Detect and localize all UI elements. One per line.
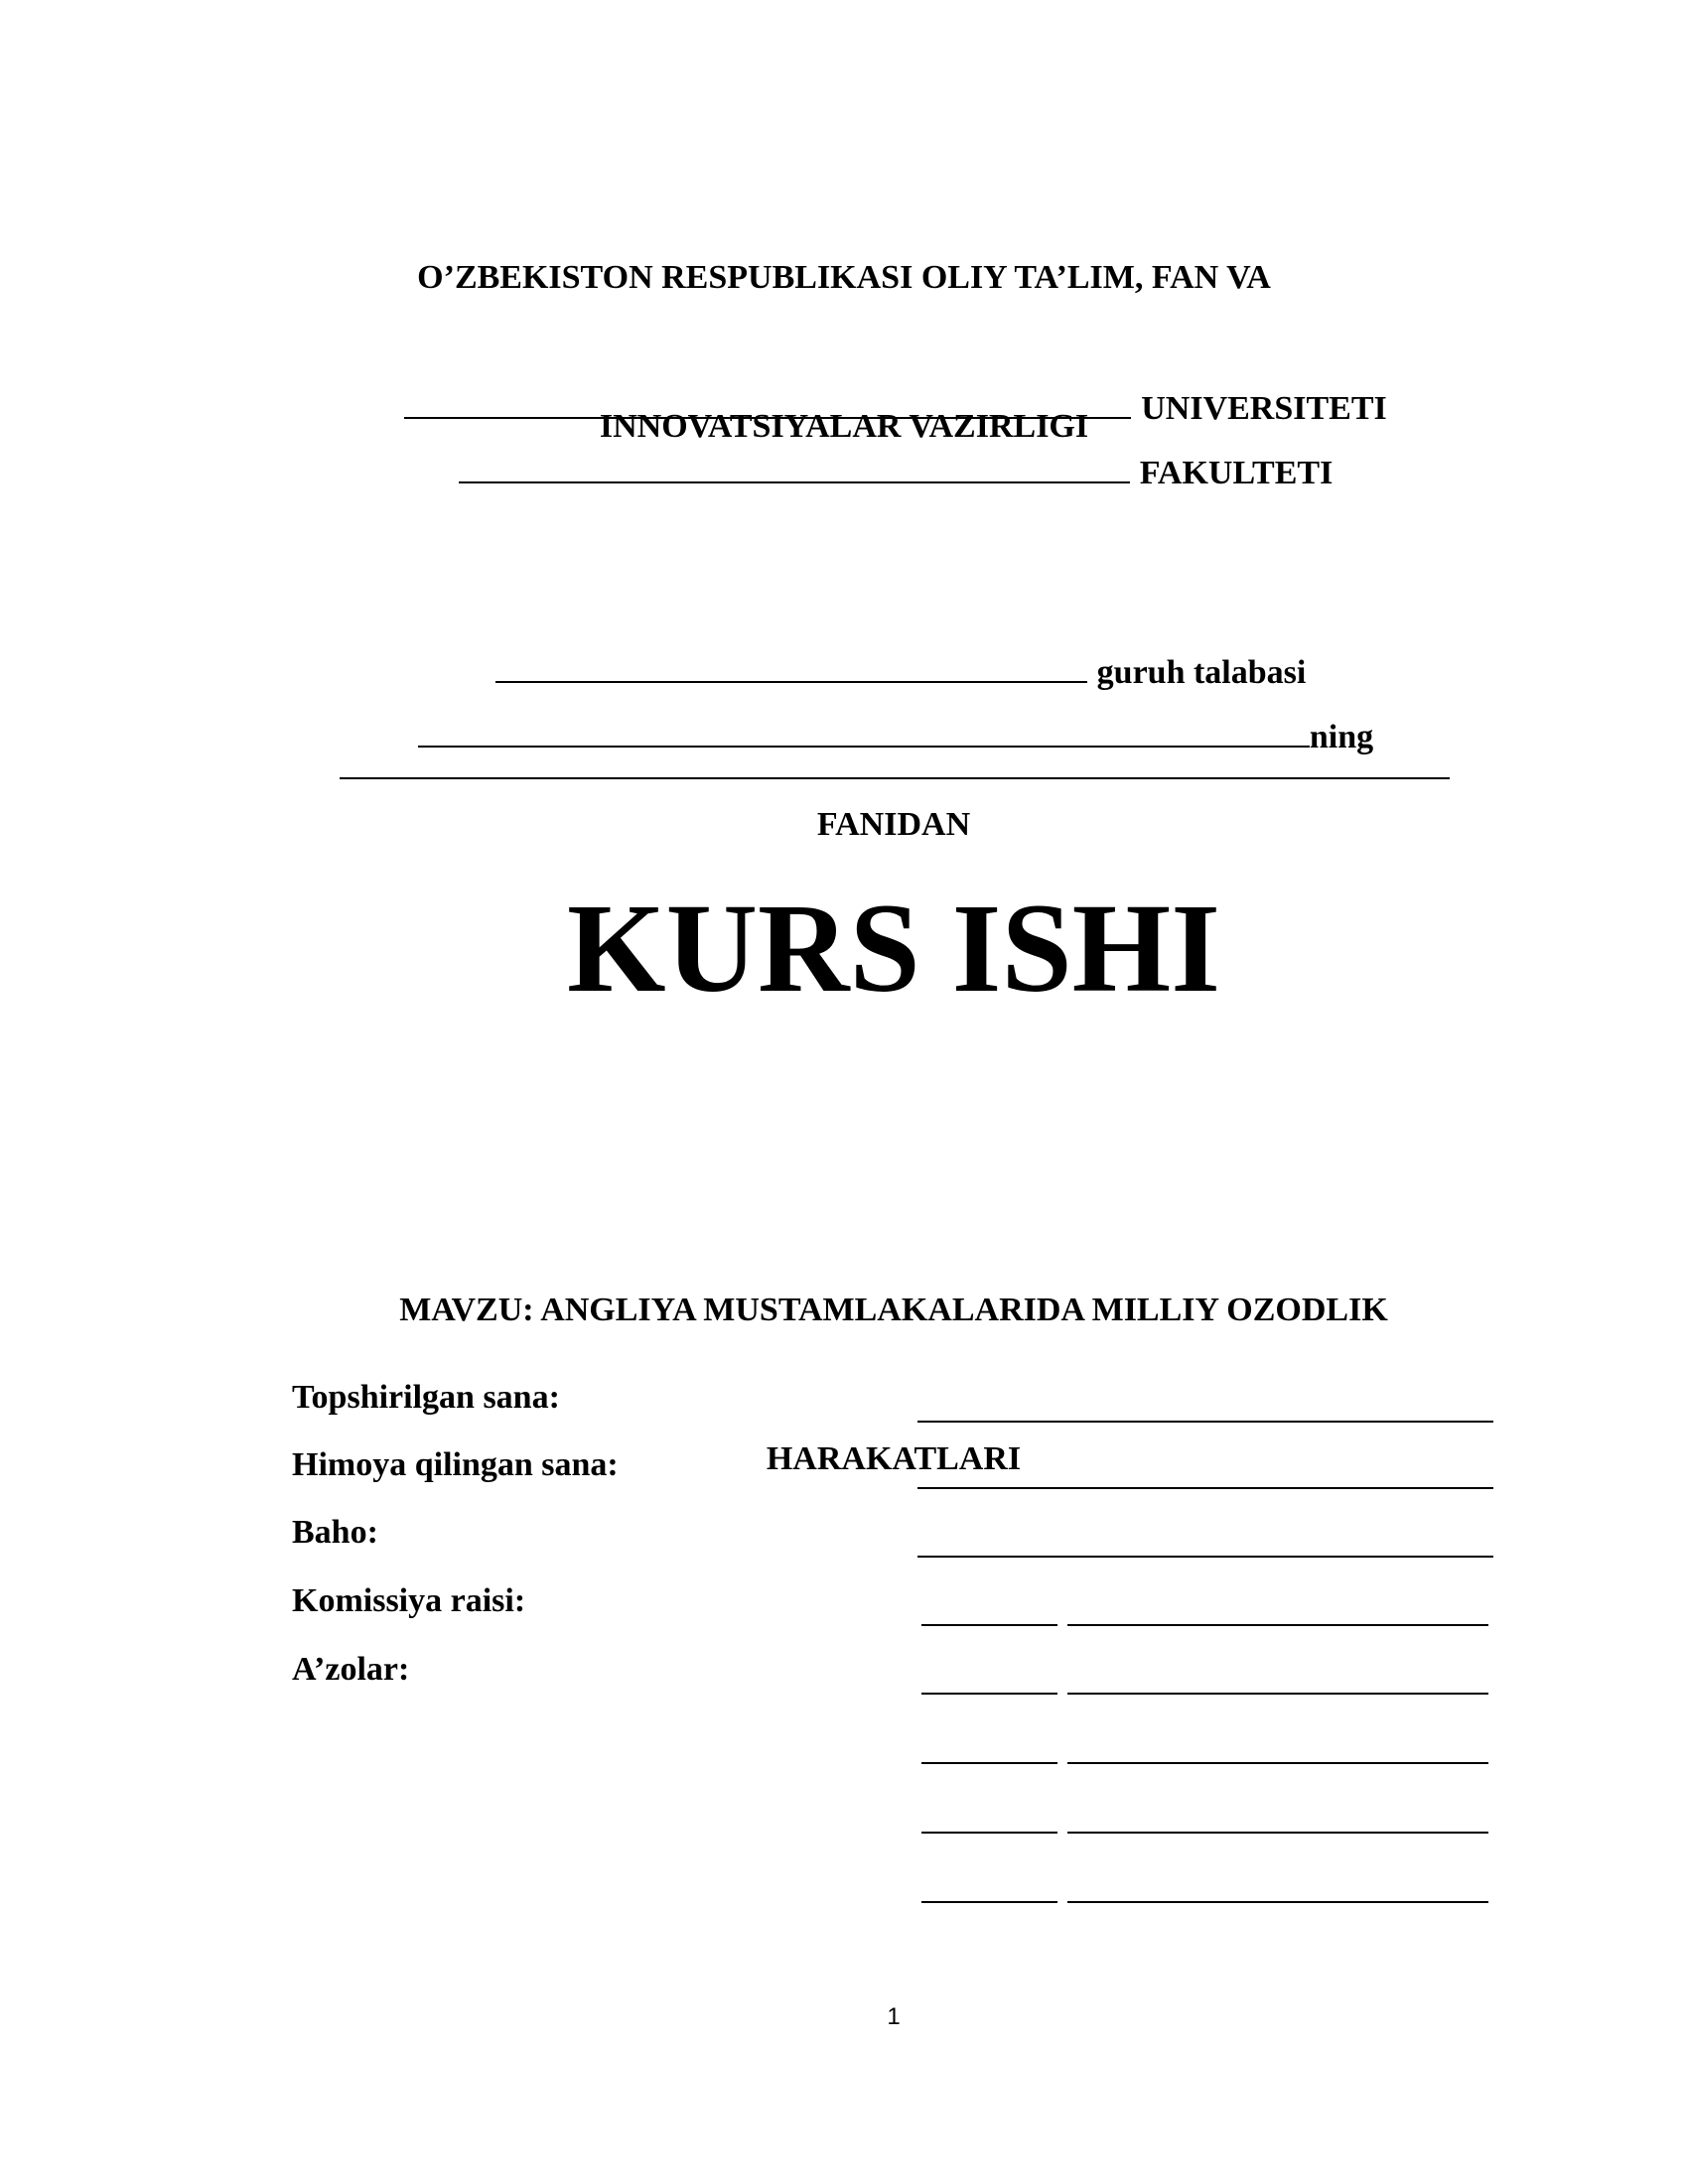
subject-label: FANIDAN: [816, 806, 971, 843]
faculty-blank: [459, 452, 1130, 483]
possessive-suffix: ning: [1309, 719, 1374, 755]
submitted-date-blank: [917, 1421, 1493, 1423]
member-1-name-blank: [1067, 1693, 1488, 1695]
member-4-signature-blank: [921, 1901, 1057, 1903]
member-2-signature-blank: [921, 1762, 1057, 1764]
page-number: 1: [887, 2003, 901, 2030]
grade-blank: [917, 1556, 1493, 1558]
member-2-name-blank: [1067, 1762, 1488, 1764]
commission-chair-name-blank: [1067, 1624, 1488, 1626]
faculty-line: [35, 399, 1688, 548]
ministry-line-2: INNOVATSIYALAR VAZIRLIGI: [599, 408, 1089, 445]
student-name-line: [35, 663, 1688, 812]
subject-blank: [340, 777, 1450, 779]
university-label: UNIVERSITETI: [1141, 390, 1387, 427]
student-name-blank: [418, 716, 1310, 748]
topic-line-2: HARAKATLARI: [766, 1440, 1022, 1477]
faculty-label: FAKULTETI: [1139, 455, 1334, 491]
members-label: A’zolar:: [292, 1651, 410, 1688]
ministry-line-1: O’ZBEKISTON RESPUBLIKASI OLIY TA’LIM, FAN VA: [417, 259, 1271, 296]
group-label: guruh talabasi: [1096, 654, 1307, 691]
grade-label: Baho:: [292, 1514, 378, 1551]
member-4-name-blank: [1067, 1901, 1488, 1903]
member-3-name-blank: [1067, 1832, 1488, 1834]
submitted-date-label: Topshirilgan sana:: [292, 1379, 560, 1416]
defense-date-blank: [917, 1487, 1493, 1489]
topic-line-1: MAVZU: ANGLIYA MUSTAMLAKALARIDA MILLIY OZODLIK: [399, 1292, 1388, 1328]
member-1-signature-blank: [921, 1693, 1057, 1695]
commission-chair-signature-blank: [921, 1624, 1057, 1626]
document-title: KURS ISHI: [567, 878, 1220, 1019]
defense-date-label: Himoya qilingan sana:: [292, 1446, 619, 1483]
member-3-signature-blank: [921, 1832, 1057, 1834]
commission-chair-label: Komissiya raisi:: [292, 1582, 526, 1619]
